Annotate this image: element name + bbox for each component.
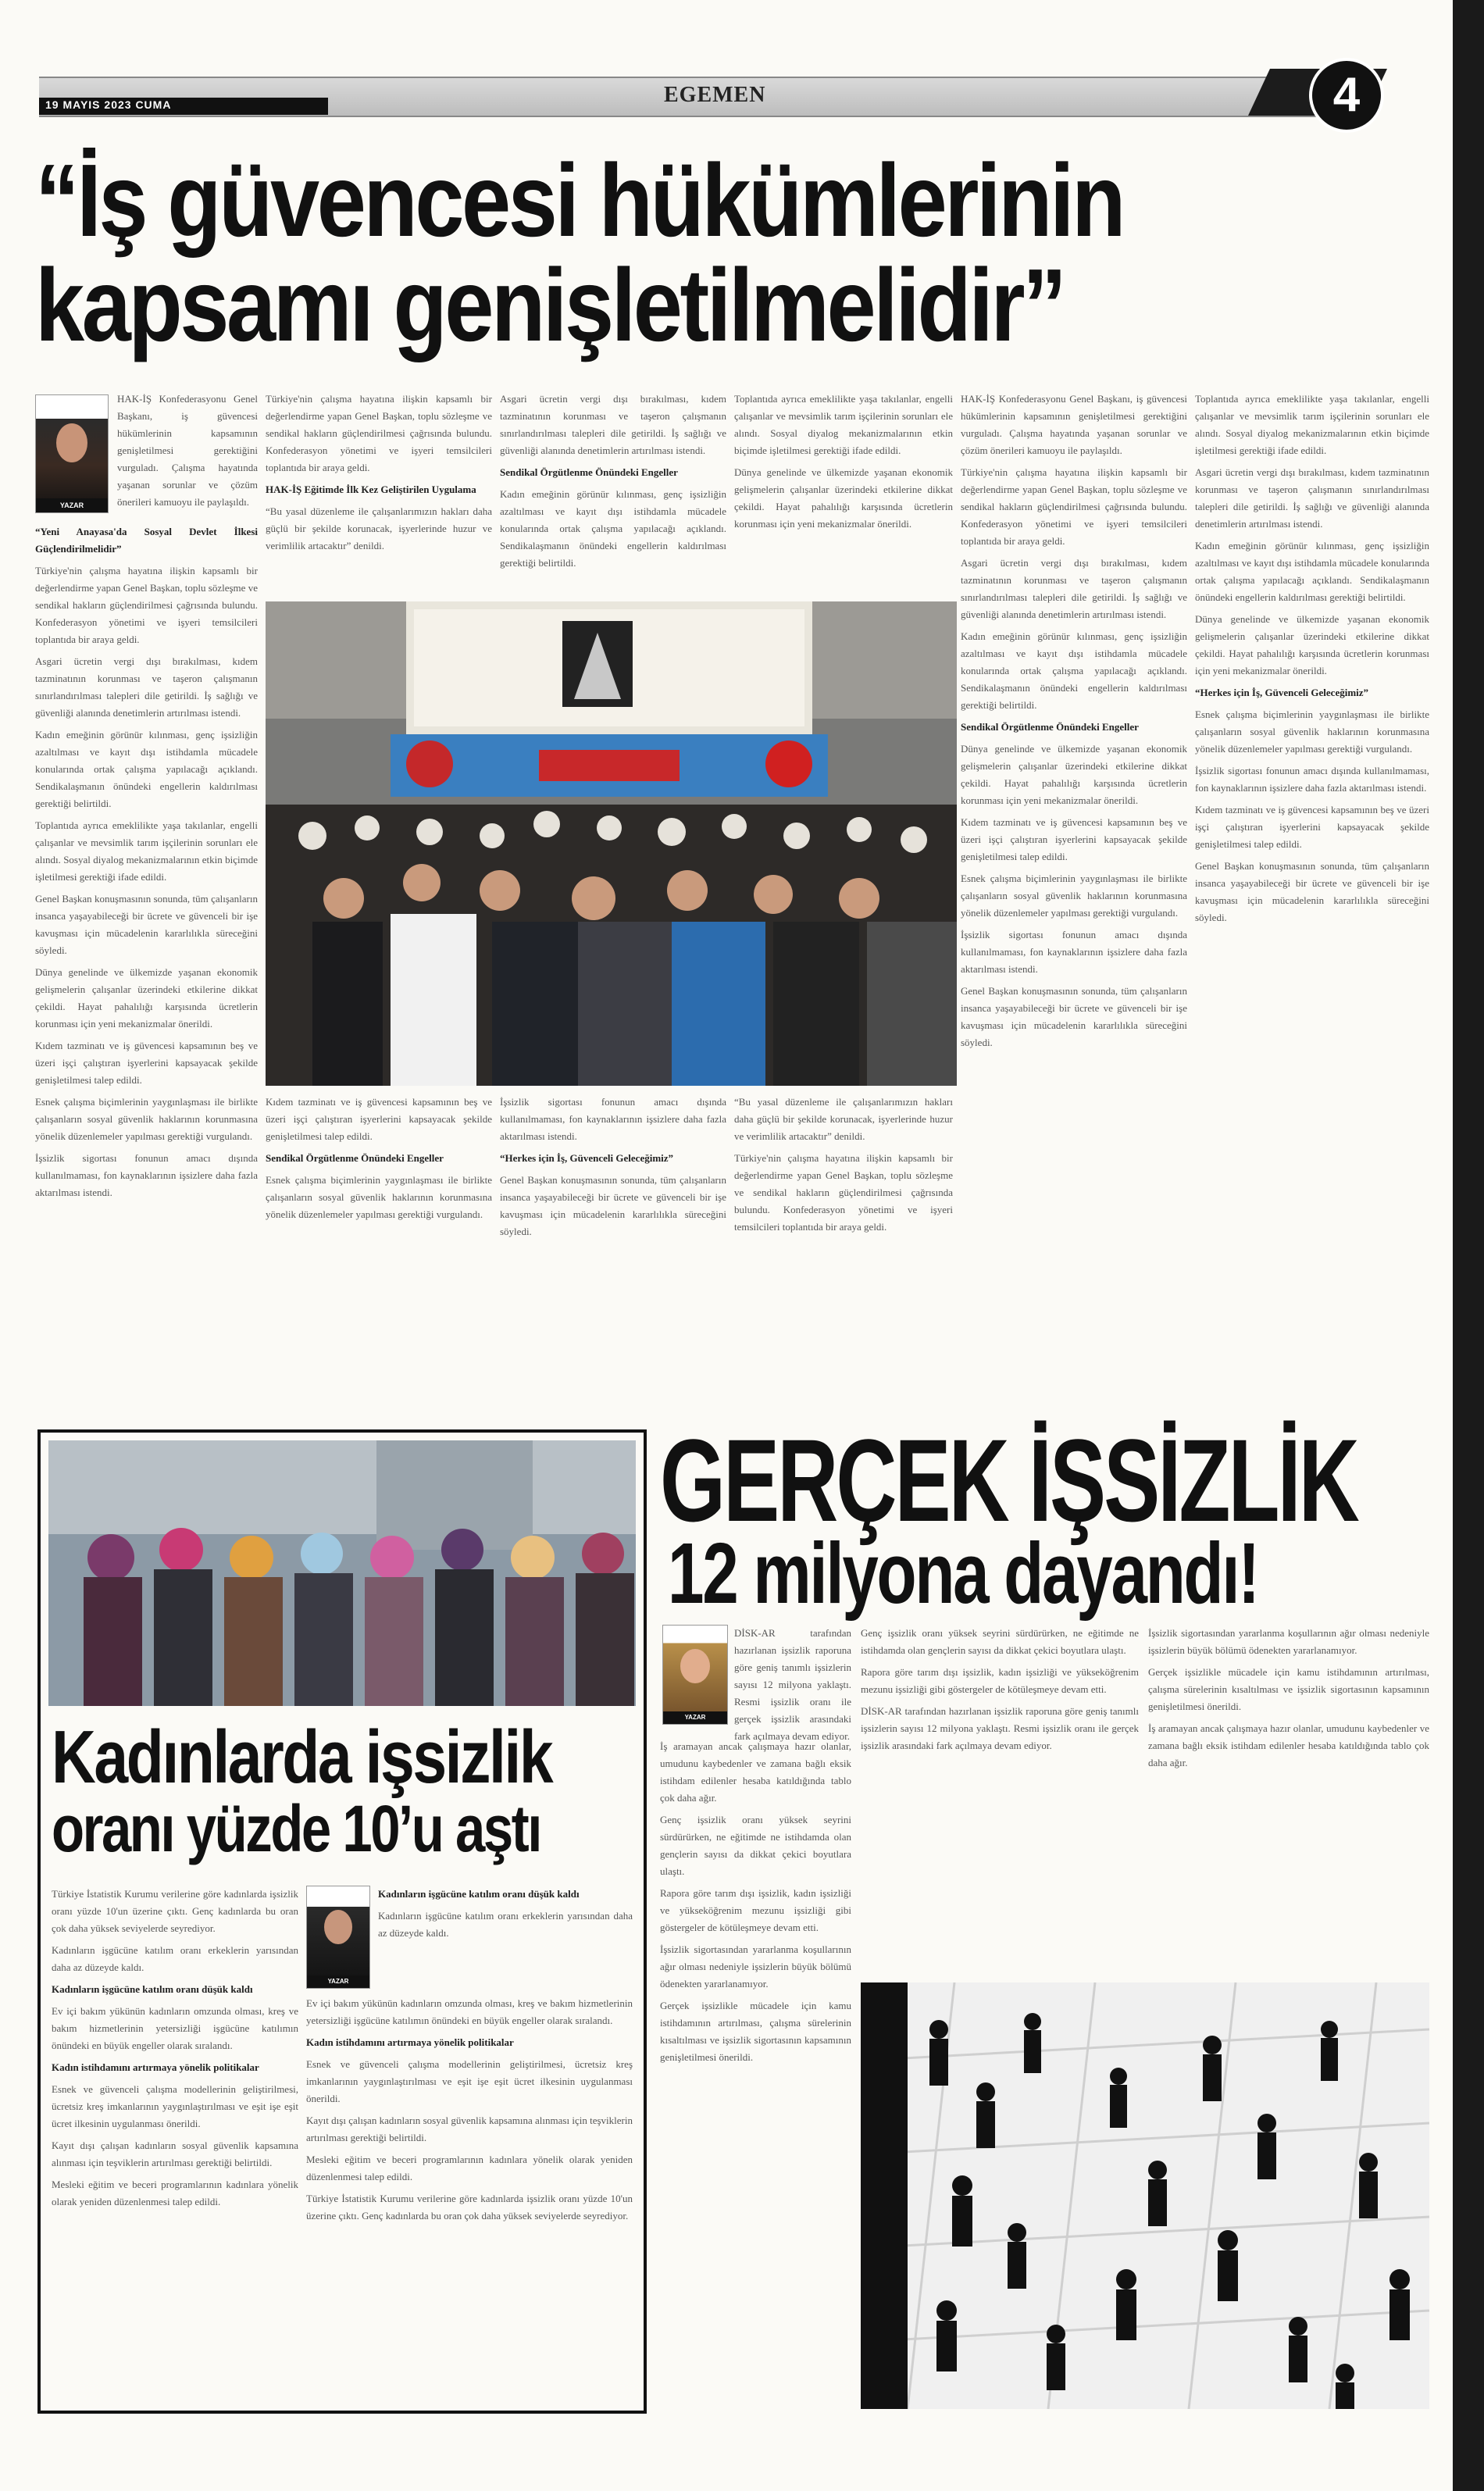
page-number-badge xyxy=(1259,58,1400,128)
author-tag: YAZAR xyxy=(663,1711,727,1724)
women-paragraph: Kadınların işgücüne katılım oranı erkeklerin yarısından daha az düzeyde kaldı. xyxy=(378,1910,633,1939)
women-column-2a xyxy=(378,1886,633,1987)
lead-column-3-bottom xyxy=(500,1094,726,1418)
lead-paragraph: Asgari ücretin vergi dışı bırakılması, kıdem tazminatının korunması ve taşeron çalışmanın sınırlandırılması talepleri dile getirildi. İş sağlığı ve güvenliği alanında denetimlerin artırılması istendi. xyxy=(961,557,1187,620)
women-paragraph: Kayıt dışı çalışan kadınların sosyal güvenlik kapsamına alınması için teşviklerin artırılması gerektiği belirtildi. xyxy=(52,2139,298,2168)
women-column-2 xyxy=(306,1995,633,2401)
lead-author-photo xyxy=(35,394,109,513)
lead-column-6 xyxy=(1195,391,1429,1418)
author-tag: YAZAR xyxy=(307,1975,369,1988)
lead-paragraph: HAK-İŞ Konfederasyonu Genel Başkanı, iş güvencesi hükümlerinin kapsamının genişletilmesi gerektiğini vurguladı. Çalışma hayatında yaşanan sorunlar ve çözüm önerileri kamuoyu ile paylaşıldı. xyxy=(117,393,258,508)
women-paragraph: Türkiye İstatistik Kurumu verilerine göre kadınlarda işsizlik oranı yüzde 10'un üzerine çıktı. Genç kadınlarda bu oran çok daha yüksek seviyelerde seyrediyor. xyxy=(306,2193,633,2222)
author-face xyxy=(56,423,87,462)
lead-paragraph: Türkiye'nin çalışma hayatına ilişkin kapsamlı bir değerlendirme yapan Genel Başkan, toplu sözleşme ve sendikal hakların güçlendirilmesi çağrısında bulundu. Konfederasyon yönetimi ve işyeri temsilcileri toplantıda bir araya geldi. xyxy=(35,565,258,645)
unemployment-paragraph: İş aramayan ancak çalışmaya hazır olanlar, umudunu kaybedenler ve zamana bağlı eksik istihdam edilenler hesaba katıldığında tablo çok daha ağır. xyxy=(1148,1722,1429,1768)
lead-paragraph: Esnek çalışma biçimlerinin yaygınlaşması ile birlikte çalışanların sosyal güvenlik haklarının korunmasına yönelik düzenlemeler yapılması gerektiği vurgulandı. xyxy=(266,1174,492,1220)
lead-paragraph: Toplantıda ayrıca emeklilikte yaşa takılanlar, engelli çalışanlar ve mevsimlik tarım işçilerinin sorunları ele alındı. Sosyal diyalog mekanizmalarının etkin biçimde işletilmesi gerektiği ifade edildi. xyxy=(1195,393,1429,456)
unemployment-column-1 xyxy=(660,1738,851,2406)
lead-paragraph: Türkiye'nin çalışma hayatına ilişkin kapsamlı bir değerlendirme yapan Genel Başkan, toplu sözleşme ve sendikal hakların güçlendirilmesi çağrısında bulundu. Konfederasyon yönetimi ve işyeri temsilcileri toplantıda bir araya geldi. xyxy=(734,1152,953,1233)
women-paragraph: Türkiye İstatistik Kurumu verilerine göre kadınlarda işsizlik oranı yüzde 10'un üzerine çıktı. Genç kadınlarda bu oran çok daha yüksek seviyelerde seyrediyor. xyxy=(52,1888,298,1934)
lead-paragraph: Türkiye'nin çalışma hayatına ilişkin kapsamlı bir değerlendirme yapan Genel Başkan, toplu sözleşme ve sendikal hakların güçlendirilmesi çağrısında bulundu. Konfederasyon yönetimi ve işyeri temsilcileri toplantıda bir araya geldi. xyxy=(961,466,1187,547)
crowd-silhouette-illustration xyxy=(861,1982,1429,2409)
unemployment-paragraph: İş aramayan ancak çalışmaya hazır olanlar, umudunu kaybedenler ve zamana bağlı eksik istihdam edilenler hesaba katıldığında tablo çok daha ağır. xyxy=(660,1740,851,1804)
lead-paragraph: İşsizlik sigortası fonunun amacı dışında kullanılmaması, fon kaynaklarının işsizlere daha fazla aktarılması istendi. xyxy=(35,1152,258,1198)
women-paragraph: Esnek ve güvenceli çalışma modellerinin geliştirilmesi, ücretsiz kreş imkanlarının yaygınlaştırılması ve eşit işe eşit ücret ilkesinin uygulanması önerildi. xyxy=(52,2083,298,2129)
women-headline-line2: oranı yüzde 10’u aştı xyxy=(52,1792,540,1865)
women-photo xyxy=(48,1440,636,1706)
women-paragraph: Mesleki eğitim ve beceri programlarının kadınlara yönelik olarak yeniden düzenlenmesi talep edildi. xyxy=(306,2154,633,2182)
lead-paragraph: Dünya genelinde ve ülkemizde yaşanan ekonomik gelişmelerin çalışanlar üzerindeki etkilerine dikkat çekildi. Hayat pahalılığı karşısında ücretlerin korunması için yeni mekanizmalar önerildi. xyxy=(734,466,953,530)
lead-column-3-top xyxy=(500,391,726,594)
lead-paragraph: Kıdem tazminatı ve iş güvencesi kapsamının beş ve üzeri işçi çalıştıran işyerlerini kapsayacak şekilde genişletilmesi talep edildi. xyxy=(266,1096,492,1142)
crowd-silhouette-photo xyxy=(861,1982,1429,2409)
women-subhead: Kadınların işgücüne katılım oranı düşük kaldı xyxy=(378,1888,580,1900)
lead-column-2-top xyxy=(266,391,492,594)
header-date: 19 MAYIS 2023 CUMA xyxy=(45,98,172,111)
lead-column-2-bottom xyxy=(266,1094,492,1418)
women-paragraph: Mesleki eğitim ve beceri programlarının kadınlara yönelik olarak yeniden düzenlenmesi talep edildi. xyxy=(52,2179,298,2207)
lead-column-4-bottom xyxy=(734,1094,953,1418)
lead-paragraph: “Bu yasal düzenleme ile çalışanlarımızın hakları daha güçlü bir şekilde korunacak, işyerlerinde huzur ve verimlilik artacaktır” denildi. xyxy=(734,1096,953,1142)
lead-paragraph: İşsizlik sigortası fonunun amacı dışında kullanılmaması, fon kaynaklarının işsizlere daha fazla aktarılması istendi. xyxy=(1195,765,1429,794)
lead-paragraph: İşsizlik sigortası fonunun amacı dışında kullanılmaması, fon kaynaklarının işsizlere daha fazla aktarılması istendi. xyxy=(500,1096,726,1142)
lead-paragraph: Genel Başkan konuşmasının sonunda, tüm çalışanların insanca yaşayabileceği bir ücrete ve güvenceli bir işe kavuşması için mücadelenin kararlılıkla süreceğini söyledi. xyxy=(500,1174,726,1237)
lead-paragraph: Genel Başkan konuşmasının sonunda, tüm çalışanların insanca yaşayabileceği bir ücrete ve güvenceli bir işe kavuşması için mücadelenin kararlılıkla süreceğini söyledi. xyxy=(961,985,1187,1048)
women-author-photo xyxy=(306,1886,370,1989)
unemployment-paragraph: Rapora göre tarım dışı işsizlik, kadın işsizliği ve yükseköğrenim mezunu işsizliği gibi göstergeler de kötüleşmeye devam etti. xyxy=(861,1666,1139,1695)
lead-paragraph: Genel Başkan konuşmasının sonunda, tüm çalışanların insanca yaşayabileceği bir ücrete ve güvenceli bir işe kavuşması için mücadelenin kararlılıkla süreceğini söyledi. xyxy=(35,893,258,956)
lead-paragraph: Esnek çalışma biçimlerinin yaygınlaşması ile birlikte çalışanların sosyal güvenlik haklarının korunmasına yönelik düzenlemeler yapılması gerektiği vurgulandı. xyxy=(35,1096,258,1142)
lead-paragraph: Kıdem tazminatı ve iş güvencesi kapsamının beş ve üzeri işçi çalıştıran işyerlerini kapsayacak şekilde genişletilmesi talep edildi. xyxy=(1195,804,1429,850)
lead-subhead: “Yeni Anayasa'da Sosyal Devlet İlkesi Güçlendirilmelidir” xyxy=(35,526,258,555)
lead-column-1a xyxy=(117,391,258,519)
page-number: 4 xyxy=(1309,58,1384,133)
unemployment-headline-line2: 12 milyona dayandı! xyxy=(668,1526,1258,1622)
women-column-1 xyxy=(52,1886,298,2401)
lead-paragraph: Kadın emeğinin görünür kılınması, genç işsizliğin azaltılması ve kayıt dışı istihdamla mücadele konularında ortak çalışma yapılacağı açıklandı. Sendikalaşmanın önündeki engellerin kaldırılması gerektiği belirtildi. xyxy=(961,630,1187,711)
women-paragraph: Esnek ve güvenceli çalışma modellerinin geliştirilmesi, ücretsiz kreş imkanlarının yaygınlaştırılması ve eşit işe eşit ücret ilkesinin uygulanması önerildi. xyxy=(306,2058,633,2104)
lead-paragraph: HAK-İŞ Konfederasyonu Genel Başkanı, iş güvencesi hükümlerinin kapsamının genişletilmesi gerektiğini vurguladı. Çalışma hayatında yaşanan sorunlar ve çözüm önerileri kamuoyu ile paylaşıldı. xyxy=(961,393,1187,456)
unemployment-paragraph: İşsizlik sigortasından yararlanma koşullarının ağır olması nedeniyle işsizlerin büyük bölümü ödenekten yararlanamıyor. xyxy=(1148,1627,1429,1656)
women-subhead: Kadınların işgücüne katılım oranı düşük kaldı xyxy=(52,1983,253,1995)
unemployment-column-1a xyxy=(734,1625,851,1742)
unemployment-paragraph: Gerçek işsizlikle mücadele için kamu istihdamının artırılması, çalışma sürelerinin kısaltılması ve işsizlik sigortasının kapsamının genişletilmesi önerildi. xyxy=(1148,1666,1429,1712)
lead-paragraph: Toplantıda ayrıca emeklilikte yaşa takılanlar, engelli çalışanlar ve mevsimlik tarım işçilerinin sorunları ele alındı. Sosyal diyalog mekanizmalarının etkin biçimde işletilmesi gerektiği ifade edildi. xyxy=(35,819,258,883)
unemployment-author-photo xyxy=(662,1625,728,1725)
lead-paragraph: Asgari ücretin vergi dışı bırakılması, kıdem tazminatının korunması ve taşeron çalışmanın sınırlandırılması talepleri dile getirildi. İş sağlığı ve güvenliği alanında denetimlerin artırılması istendi. xyxy=(35,655,258,719)
unemployment-paragraph: DİSK-AR tarafından hazırlanan işsizlik raporuna göre geniş tanımlı işsizlerin sayısı 12 milyona yaklaştı. Resmi işsizlik oranı ile gerçek işsizlik arasındaki fark açılmaya devam ediyor. xyxy=(861,1705,1139,1751)
rally-photo-illustration xyxy=(266,601,957,1086)
unemployment-column-2 xyxy=(861,1625,1139,1976)
page-edge-strip xyxy=(1453,0,1484,2491)
unemployment-paragraph: Genç işsizlik oranı yüksek seyrini sürdürürken, ne eğitimde ne istihdamda olan gençlerin sayısı da dikkat çekici boyutlara ulaştı. xyxy=(861,1627,1139,1656)
lead-subhead: Sendikal Örgütlenme Önündeki Engeller xyxy=(500,466,678,478)
lead-paragraph: Esnek çalışma biçimlerinin yaygınlaşması ile birlikte çalışanların sosyal güvenlik haklarının korunmasına yönelik düzenlemeler yapılması gerektiği vurgulandı. xyxy=(961,873,1187,919)
women-subhead: Kadın istihdamını artırmaya yönelik politikalar xyxy=(306,2036,514,2048)
lead-paragraph: Genel Başkan konuşmasının sonunda, tüm çalışanların insanca yaşayabileceği bir ücrete ve güvenceli bir işe kavuşması için mücadelenin kararlılıkla süreceğini söyledi. xyxy=(1195,860,1429,923)
unemployment-paragraph: DİSK-AR tarafından hazırlanan işsizlik raporuna göre geniş tanımlı işsizlerin sayısı 12 milyona yaklaştı. Resmi işsizlik oranı ile gerçek işsizlik arasındaki fark açılmaya devam ediyor. xyxy=(734,1627,851,1742)
lead-paragraph: Asgari ücretin vergi dışı bırakılması, kıdem tazminatının korunması ve taşeron çalışmanın sınırlandırılması talepleri dile getirildi. İş sağlığı ve güvenliği alanında denetimlerin artırılması istendi. xyxy=(1195,466,1429,530)
women-paragraph: Kadınların işgücüne katılım oranı erkeklerin yarısından daha az düzeyde kaldı. xyxy=(52,1944,298,1973)
women-headline-line1: Kadınlarda işsizlik xyxy=(52,1715,552,1799)
lead-subhead: “Herkes için İş, Güvenceli Geleceğimiz” xyxy=(500,1152,674,1164)
lead-subhead: HAK-İŞ Eğitimde İlk Kez Geliştirilen Uygulama xyxy=(266,484,476,495)
unemployment-paragraph: Gerçek işsizlikle mücadele için kamu istihdamının artırılması, çalışma sürelerinin kısaltılması ve işsizlik sigortasının kapsamının genişletilmesi önerildi. xyxy=(660,2000,851,2063)
unemployment-paragraph: Rapora göre tarım dışı işsizlik, kadın işsizliği ve yükseköğrenim mezunu işsizliği gibi göstergeler de kötüleşmeye devam etti. xyxy=(660,1887,851,1933)
women-paragraph: Ev içi bakım yükünün kadınların omzunda olması, kreş ve bakım hizmetlerinin yetersizliği işgücüne katılımın önündeki en büyük engeller olarak sıralandı. xyxy=(306,1997,633,2026)
lead-paragraph: Dünya genelinde ve ülkemizde yaşanan ekonomik gelişmelerin çalışanlar üzerindeki etkilerine dikkat çekildi. Hayat pahalılığı karşısında ücretlerin korunması için yeni mekanizmalar önerildi. xyxy=(35,966,258,1030)
main-headline-line2: kapsamı genişletilmelidir” xyxy=(35,248,1065,362)
author-face xyxy=(324,1910,352,1944)
women-unemployment-box xyxy=(37,1429,647,2414)
lead-paragraph: Toplantıda ayrıca emeklilikte yaşa takılanlar, engelli çalışanlar ve mevsimlik tarım işçilerinin sorunları ele alındı. Sosyal diyalog mekanizmalarının etkin biçimde işletilmesi gerektiği ifade edildi. xyxy=(734,393,953,456)
main-headline xyxy=(35,143,1244,362)
lead-paragraph: Kadın emeğinin görünür kılınması, genç işsizliğin azaltılması ve kayıt dışı istihdamla mücadele konularında ortak çalışma yapılacağı açıklandı. Sendikalaşmanın önündeki engellerin kaldırılması gerektiği belirtildi. xyxy=(500,488,726,569)
lead-paragraph: Kıdem tazminatı ve iş güvencesi kapsamının beş ve üzeri işçi çalıştıran işyerlerini kapsayacak şekilde genişletilmesi talep edildi. xyxy=(961,816,1187,862)
lead-paragraph: Dünya genelinde ve ülkemizde yaşanan ekonomik gelişmelerin çalışanlar üzerindeki etkilerine dikkat çekildi. Hayat pahalılığı karşısında ücretlerin korunması için yeni mekanizmalar önerildi. xyxy=(961,743,1187,806)
rally-photo xyxy=(266,601,957,1086)
lead-paragraph: Asgari ücretin vergi dışı bırakılması, kıdem tazminatının korunması ve taşeron çalışmanın sınırlandırılması talepleri dile getirildi. İş sağlığı ve güvenliği alanında denetimlerin artırılması istendi. xyxy=(500,393,726,456)
lead-column-5 xyxy=(961,391,1187,1418)
lead-paragraph: Türkiye'nin çalışma hayatına ilişkin kapsamlı bir değerlendirme yapan Genel Başkan, toplu sözleşme ve sendikal hakların güçlendirilmesi çağrısında bulundu. Konfederasyon yönetimi ve işyeri temsilcileri toplantıda bir araya geldi. xyxy=(266,393,492,473)
unemployment-paragraph: Genç işsizlik oranı yüksek seyrini sürdürürken, ne eğitimde ne istihdamda olan gençlerin sayısı da dikkat çekici boyutlara ulaştı. xyxy=(660,1814,851,1877)
lead-subhead: Sendikal Örgütlenme Önündeki Engeller xyxy=(961,721,1139,733)
lead-column-4-top xyxy=(734,391,953,594)
main-headline-line1: “İş güvencesi hükümlerinin xyxy=(35,143,1124,258)
lead-subhead: Sendikal Örgütlenme Önündeki Engeller xyxy=(266,1152,444,1164)
author-tag: YAZAR xyxy=(36,498,108,512)
lead-paragraph: Kadın emeğinin görünür kılınması, genç işsizliğin azaltılması ve kayıt dışı istihdamla mücadele konularında ortak çalışma yapılacağı açıklandı. Sendikalaşmanın önündeki engellerin kaldırılması gerektiği belirtildi. xyxy=(35,729,258,809)
unemployment-paragraph: İşsizlik sigortasından yararlanma koşullarının ağır olması nedeniyle işsizlerin büyük bölümü ödenekten yararlanamıyor. xyxy=(660,1943,851,1990)
masthead: EGEMEN xyxy=(664,83,766,107)
lead-paragraph: Kadın emeğinin görünür kılınması, genç işsizliğin azaltılması ve kayıt dışı istihdamla mücadele konularında ortak çalışma yapılacağı açıklandı. Sendikalaşmanın önündeki engellerin kaldırılması gerektiği belirtildi. xyxy=(1195,540,1429,603)
women-paragraph: Kayıt dışı çalışan kadınların sosyal güvenlik kapsamına alınması için teşviklerin artırılması gerektiği belirtildi. xyxy=(306,2114,633,2143)
lead-paragraph: Esnek çalışma biçimlerinin yaygınlaşması ile birlikte çalışanların sosyal güvenlik haklarının korunmasına yönelik düzenlemeler yapılması gerektiği vurgulandı. xyxy=(1195,708,1429,755)
women-photo-illustration xyxy=(48,1440,636,1706)
lead-subhead: “Herkes için İş, Güvenceli Geleceğimiz” xyxy=(1195,687,1369,698)
unemployment-headline-line1: GERÇEK İŞSİZLİK xyxy=(660,1415,1357,1546)
lead-paragraph: Dünya genelinde ve ülkemizde yaşanan ekonomik gelişmelerin çalışanlar üzerindeki etkilerine dikkat çekildi. Hayat pahalılığı karşısında ücretlerin korunması için yeni mekanizmalar önerildi. xyxy=(1195,613,1429,676)
lead-paragraph: İşsizlik sigortası fonunun amacı dışında kullanılmaması, fon kaynaklarının işsizlere daha fazla aktarılması istendi. xyxy=(961,929,1187,975)
lead-column-1 xyxy=(35,523,258,1418)
women-paragraph: Ev içi bakım yükünün kadınların omzunda olması, kreş ve bakım hizmetlerinin yetersizliği işgücüne katılımın önündeki en büyük engeller olarak sıralandı. xyxy=(52,2005,298,2051)
lead-paragraph: Kıdem tazminatı ve iş güvencesi kapsamının beş ve üzeri işçi çalıştıran işyerlerini kapsayacak şekilde genişletilmesi talep edildi. xyxy=(35,1040,258,1086)
unemployment-column-3 xyxy=(1148,1625,1429,1976)
women-subhead: Kadın istihdamını artırmaya yönelik politikalar xyxy=(52,2061,259,2073)
lead-paragraph: “Bu yasal düzenleme ile çalışanlarımızın hakları daha güçlü bir şekilde korunacak, işyerlerinde huzur ve verimlilik artacaktır” denildi. xyxy=(266,505,492,551)
author-face xyxy=(680,1649,710,1683)
